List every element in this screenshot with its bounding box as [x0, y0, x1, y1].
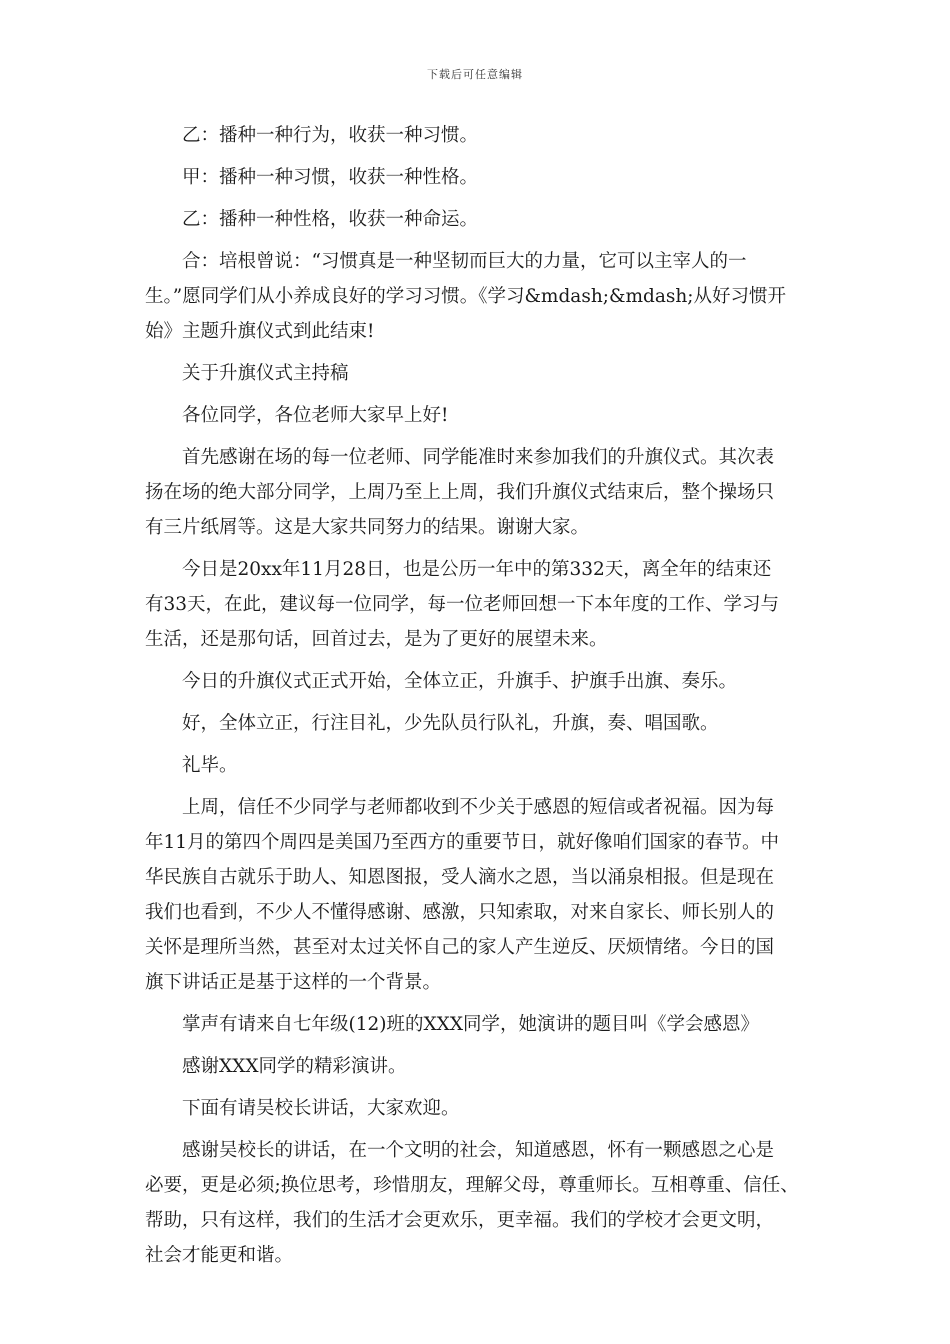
paragraph [145, 202, 817, 237]
paragraph-line: 下面有请吴校长讲话，大家欢迎。 [182, 1098, 460, 1119]
paragraph-line: 帮助，只有这样，我们的生活才会更欢乐，更幸福。我们的学校才会更文明， [145, 1210, 775, 1231]
paragraph-line: 掌声有请来自七年级(12)班的XXX同学，她演讲的题目叫《学会感恩》 [182, 1014, 759, 1035]
paragraph [145, 398, 817, 433]
paragraph [145, 1091, 817, 1126]
paragraph-line: 关于升旗仪式主持稿 [182, 363, 349, 384]
paragraph-line: 华民族自古就乐于助人、知恩图报，受人滴水之恩，当以涌泉相报。但是现在 [145, 867, 775, 888]
paragraph [145, 1133, 817, 1273]
paragraph-line: 感谢吴校长的讲话，在一个文明的社会，知道感恩，怀有一颗感恩之心是 [182, 1140, 775, 1161]
paragraph-line: 社会才能更和谐。 [145, 1245, 294, 1266]
paragraph-line: 生。”愿同学们从小养成良好的学习习惯。《学习&mdash;&mdash;从好习惯开 [145, 286, 787, 307]
paragraph [145, 1049, 817, 1084]
paragraph [145, 440, 817, 545]
paragraph [145, 118, 817, 153]
paragraph-line: 各位同学，各位老师大家早上好! [182, 405, 449, 426]
paragraph-line: 关怀是理所当然，甚至对太过关怀自己的家人产生逆反、厌烦情绪。今日的国 [145, 937, 775, 958]
paragraph-line: 必要，更是必须;换位思考，珍惜朋友，理解父母，尊重师长。互相尊重、信任、 [145, 1175, 799, 1196]
paragraph-line: 年11月的第四个周四是美国乃至西方的重要节日，就好像咱们国家的春节。中 [145, 832, 780, 853]
paragraph [145, 664, 817, 699]
paragraph-line: 今日的升旗仪式正式开始，全体立正，升旗手、护旗手出旗、奏乐。 [182, 671, 738, 692]
paragraph-line: 上周，信任不少同学与老师都收到不少关于感恩的短信或者祝福。因为每 [182, 797, 775, 818]
paragraph-line: 感谢XXX同学的精彩演讲。 [182, 1056, 407, 1077]
paragraph-line: 扬在场的绝大部分同学，上周乃至上上周，我们升旗仪式结束后，整个操场只 [145, 482, 775, 503]
paragraph-line: 我们也看到，不少人不懂得感谢、感激，只知索取，对来自家长、师长别人的 [145, 902, 775, 923]
paragraph [145, 748, 817, 783]
document-body [145, 118, 817, 1280]
paragraph-line: 好，全体立正，行注目礼，少先队员行队礼，升旗，奏、唱国歌。 [182, 713, 719, 734]
paragraph-line: 甲：播种一种习惯，收获一种性格。 [182, 167, 479, 188]
paragraph [145, 790, 817, 1000]
paragraph [145, 1007, 817, 1042]
paragraph-line: 今日是20xx年11月28日，也是公历一年中的第332天，离全年的结束还 [182, 559, 772, 580]
paragraph-line: 有33天，在此，建议每一位同学，每一位老师回想一下本年度的工作、学习与 [145, 594, 780, 615]
paragraph [145, 244, 817, 349]
paragraph-line: 始》主题升旗仪式到此结束! [145, 321, 375, 342]
paragraph-line: 乙：播种一种行为，收获一种习惯。 [182, 125, 479, 146]
paragraph-line: 乙：播种一种性格，收获一种命运。 [182, 209, 479, 230]
paragraph-line: 礼毕。 [182, 755, 238, 776]
paragraph-line: 旗下讲话正是基于这样的一个背景。 [145, 972, 442, 993]
paragraph [145, 552, 817, 657]
paragraph-line: 合：培根曾说：“习惯真是一种坚韧而巨大的力量，它可以主宰人的一 [182, 251, 747, 272]
paragraph [145, 356, 817, 391]
paragraph-line: 生活，还是那句话，回首过去，是为了更好的展望未来。 [145, 629, 608, 650]
paragraph [145, 706, 817, 741]
paragraph-line: 有三片纸屑等。这是大家共同努力的结果。谢谢大家。 [145, 517, 590, 538]
page-header-note: 下载后可任意编辑 [427, 68, 523, 81]
paragraph-line: 首先感谢在场的每一位老师、同学能准时来参加我们的升旗仪式。其次表 [182, 447, 775, 468]
paragraph [145, 160, 817, 195]
